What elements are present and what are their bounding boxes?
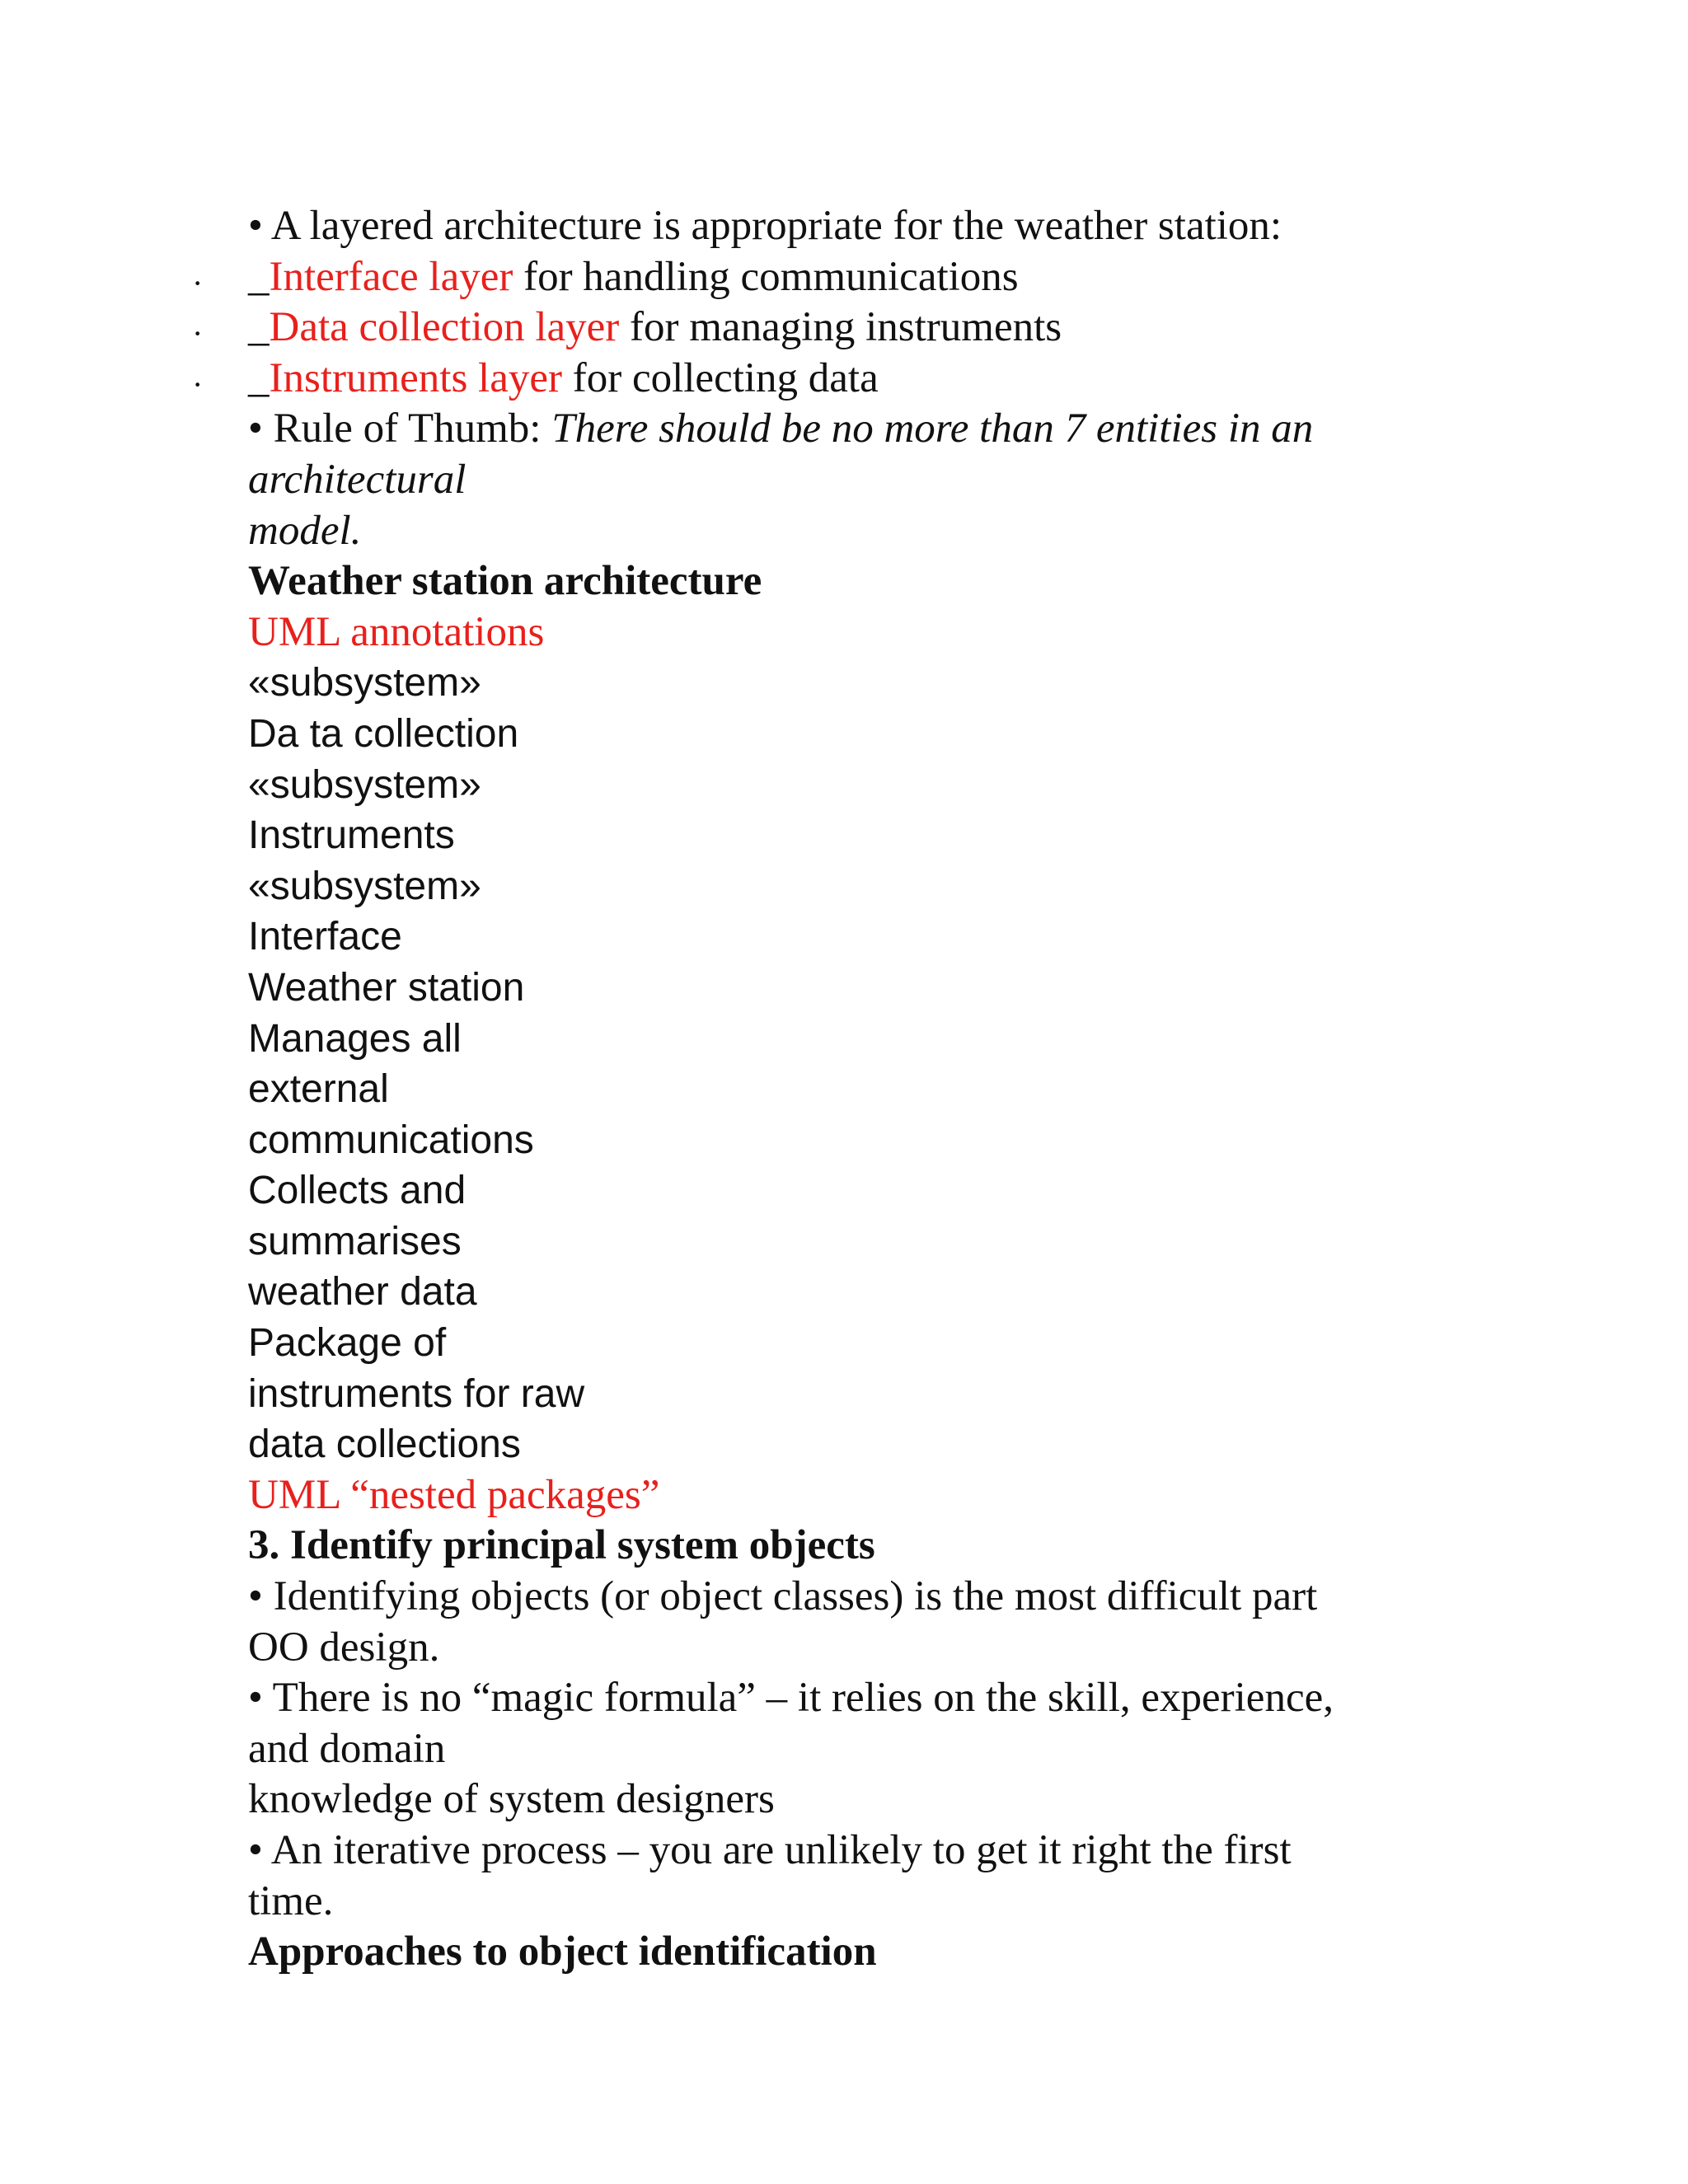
layer-desc: for collecting data <box>561 354 879 401</box>
layer-name: Data collection layer <box>269 304 620 351</box>
layer-desc: for handling communications <box>513 253 1019 300</box>
intro-text: • A layered architecture is appropriate for the weather station: <box>248 203 1282 249</box>
layer-underscore: _ <box>248 304 270 351</box>
layer-underscore: _ <box>248 253 270 300</box>
intro-bullet <box>248 201 1484 252</box>
rule-of-thumb-line-2: architectural <box>248 456 467 503</box>
section-heading: Approaches to object identification <box>248 1929 877 1975</box>
rule-italic: There should be no more than 7 entities in an <box>551 405 1314 452</box>
section-heading: 3. Identify principal system objects <box>248 1522 875 1569</box>
diagram-text: summarises <box>248 1219 462 1263</box>
diagram-text: instruments for raw <box>248 1371 585 1416</box>
layer-marker: · <box>192 264 204 302</box>
bullet-line: time. <box>248 1877 334 1924</box>
layer-name: Instruments layer <box>269 354 562 401</box>
diagram-text: Weather station <box>248 965 525 1010</box>
diagram-text: «subsystem» <box>248 661 481 705</box>
diagram-text: Collects and <box>248 1169 467 1213</box>
layer-marker: · <box>192 315 204 353</box>
diagram-text: Da ta collection <box>248 711 519 756</box>
layer-name: Interface layer <box>269 253 513 300</box>
layer-underscore: _ <box>248 354 270 401</box>
rule-of-thumb-line-1 <box>248 404 1484 455</box>
bullet-line: and domain <box>248 1725 446 1772</box>
bullet-line: • There is no “magic formula” – it relies on the skill, experience, <box>248 1675 1334 1722</box>
layer-marker: · <box>192 365 204 403</box>
text-column <box>192 201 1484 1978</box>
layer-item-data-collection <box>192 302 1484 354</box>
diagram-text: weather data <box>248 1270 477 1315</box>
layer-item-instruments <box>192 354 1484 405</box>
layer-desc: for managing instruments <box>619 304 1062 351</box>
uml-nested-packages-label: UML “nested packages” <box>248 1471 660 1518</box>
uml-annotations-label: UML annotations <box>248 608 545 655</box>
diagram-text: Manages all <box>248 1016 462 1061</box>
layer-item-interface <box>192 252 1484 303</box>
bullet-line: knowledge of system designers <box>248 1776 775 1823</box>
diagram-text: Package of <box>248 1321 447 1366</box>
rule-of-thumb-line-3: model. <box>248 507 362 554</box>
diagram-text: Instruments <box>248 813 455 858</box>
section-heading: Weather station architecture <box>248 558 762 605</box>
rule-prefix: • Rule of Thumb: <box>248 405 552 452</box>
diagram-text: data collections <box>248 1422 521 1467</box>
bullet-line: • Identifying objects (or object classes) is the most difficult part <box>248 1573 1318 1620</box>
diagram-text: external <box>248 1067 389 1112</box>
bullet-line: • An iterative process – you are unlikely to get it right the first <box>248 1827 1292 1873</box>
diagram-text: «subsystem» <box>248 864 481 908</box>
diagram-text: Interface <box>248 915 402 959</box>
bullet-line: OO design. <box>248 1624 440 1671</box>
diagram-text: communications <box>248 1118 534 1162</box>
diagram-text: «subsystem» <box>248 762 481 807</box>
